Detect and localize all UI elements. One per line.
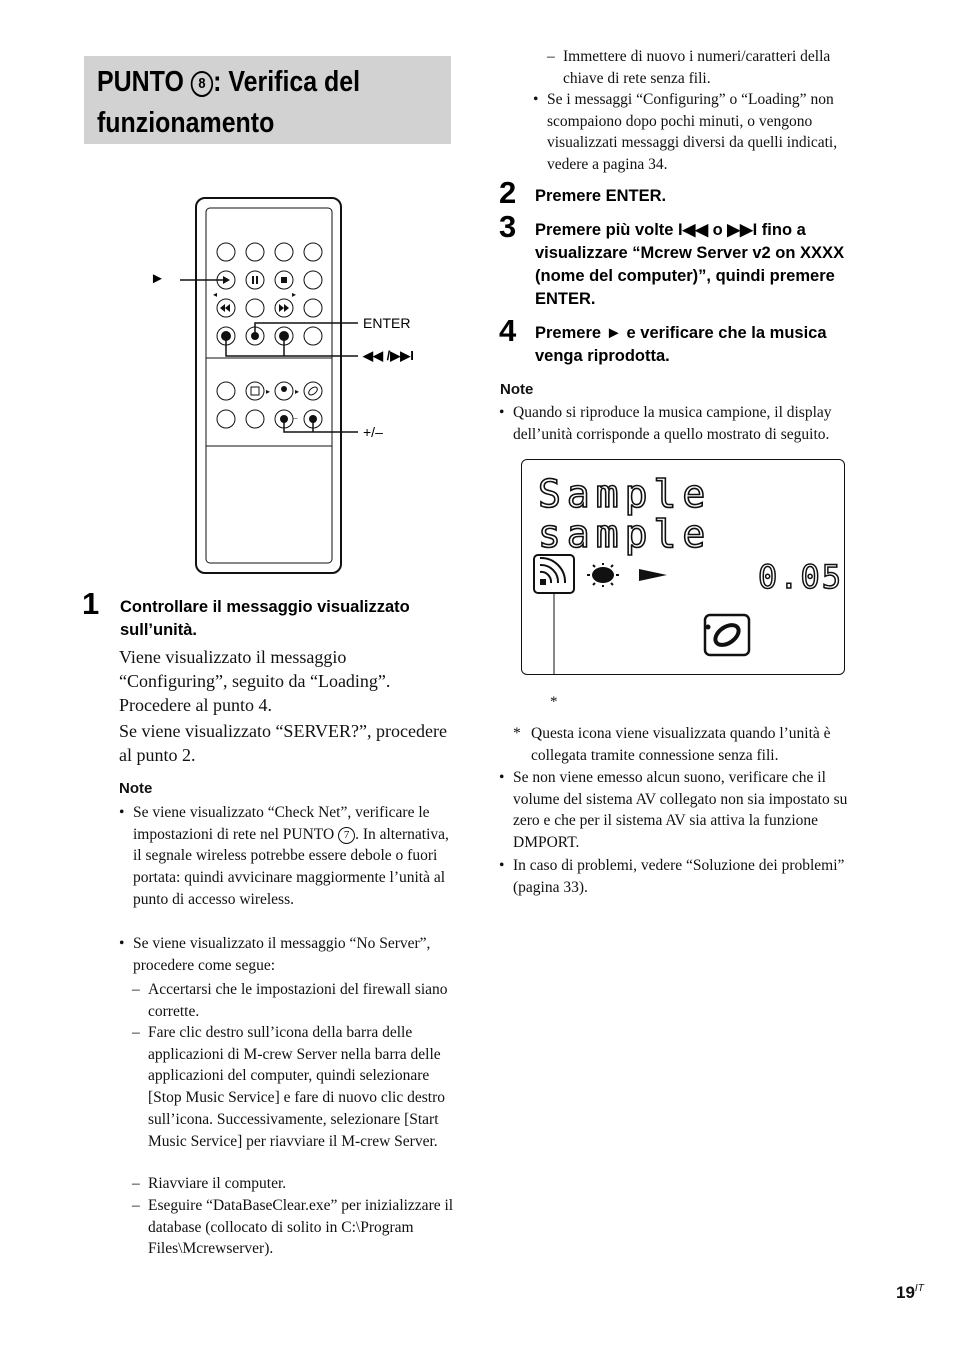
page-number: $19^{IT}$ — [896, 1283, 924, 1302]
left-dash-3: – Riavviare il computer. — [132, 1175, 287, 1192]
bullet-mark: • — [119, 935, 125, 952]
remote-illustration — [140, 196, 440, 576]
left-note-bullet-2: • Se viene visualizzato il messaggio “No Server”, procedere come segue: — [119, 935, 431, 974]
display-asterisk: * — [550, 694, 558, 710]
note-heading-left: Note — [119, 780, 153, 797]
svg-text:▸: ▸ — [295, 387, 300, 396]
unit-display-panel — [521, 459, 845, 675]
step-3-heading: Premere più volte I◀◀ o ▶▶I fino a visualizzare “Mcrew Server v2 on XXXX (nome del computer)”, quindi premere ENTER. — [535, 221, 845, 308]
svg-text:▸: ▸ — [266, 387, 271, 396]
right-dash-1: – Immettere di nuovo i numeri/caratteri della chiave di rete senza fili. — [547, 48, 831, 87]
shuffle-icon — [592, 567, 614, 583]
step-number-circle: 8 — [191, 71, 213, 97]
bullet-mark: • — [119, 804, 125, 821]
display-icons-svg — [521, 459, 845, 675]
step-4-number: 4 — [499, 313, 517, 348]
step-4-heading: Premere ► e verificare che la musica venga riprodotta. — [535, 324, 827, 365]
right-bullet-3: • In caso di problemi, vedere “Soluzione dei problemi” (pagina 33). — [499, 857, 845, 896]
note-heading-right: Note — [500, 381, 534, 398]
step-3-number: 3 — [499, 209, 517, 244]
remote-skip-label: ◀◀ /▶▶I — [363, 348, 414, 363]
footnote-mark: * — [513, 725, 521, 742]
footnote-text: Questa icona viene visualizzata quando l’unità è collegata tramite connessione senza fili. — [531, 725, 831, 764]
section-title: PUNTO 8 : Verifica del funzionamento — [97, 66, 361, 139]
section-title-box — [84, 56, 451, 144]
left-dash-4: – Eseguire “DataBaseClear.exe” per inizializzare il database (collocato di solito in C:\Program Files\Mcrewserver). — [132, 1197, 454, 1258]
remote-enter-label: ENTER — [363, 315, 411, 331]
display-time: 0.05 — [758, 558, 844, 596]
left-dash-2: – Fare clic destro sull’icona della barra delle applicazioni di M-crew Server nella barra delle applicazioni del computer, quindi selezionare [Stop Music Service] e fare di nuovo clic destro sull’icona. Successivamente, selezionare [Start Music Service] per riavviare il M-crew Server. — [132, 1024, 445, 1150]
footnote — [511, 723, 869, 766]
play-icon — [639, 569, 667, 581]
svg-text:▸: ▸ — [292, 290, 297, 299]
right-bullet-1: • Se i messaggi “Configuring” o “Loading” non scompaiono dopo pochi minuti, o vengono visualizzati messaggi diversi da quelli indicati, vedere a pagina 34. — [533, 91, 838, 174]
step-1-paragraph-1: Viene visualizzato il messaggio “Configuring”, seguito da “Loading”. Procedere al punto 4. — [119, 647, 391, 715]
remote-control-svg — [140, 196, 440, 576]
step-number-circle: 7 — [338, 827, 355, 844]
right-note-bullet: • Quando si riproduce la musica campione, il display dell’unità corrisponde a quello mostrato di seguito. — [499, 404, 832, 443]
display-line-2: sample — [538, 512, 712, 556]
left-note-bullet-1: • Se viene visualizzato “Check Net”, verificare le impostazioni di rete nel PUNTO 7 . In alternativa, il segnale wireless potrebbe essere debole o fuori portata: quindi avvicinare maggiormente l’unità al punto di accesso wireless. — [119, 804, 449, 908]
bullet-mark: • — [533, 91, 539, 108]
bullet-mark: • — [499, 769, 505, 786]
remote-plusminus-label: +/– — [363, 424, 383, 440]
step-1-heading: Controllare il messaggio visualizzato sull’unità. — [120, 598, 410, 639]
right-bullet-2: • Se non viene emesso alcun suono, verificare che il volume del sistema AV collegato non sia impostato su zero e che per il sistema AV sia attiva la funzione DMPORT. — [499, 769, 848, 852]
svg-text:◂: ◂ — [213, 290, 218, 299]
remote-play-label: ► — [150, 270, 165, 287]
step-1-paragraph-2: Se viene visualizzato “SERVER?”, procedere al punto 2. — [119, 721, 447, 765]
left-dash-1: – Accertarsi che le impostazioni del firewall siano corrette. — [132, 981, 448, 1020]
bullet-mark: • — [499, 404, 505, 421]
bullet-mark: • — [499, 857, 505, 874]
display-line-1: Sample — [538, 472, 712, 516]
step-1-number: 1 — [82, 586, 100, 621]
step-2-number: 2 — [499, 175, 517, 210]
svg-text:–: – — [293, 413, 298, 423]
disc-icon — [705, 615, 749, 655]
step-2-heading: Premere ENTER. — [535, 187, 667, 205]
